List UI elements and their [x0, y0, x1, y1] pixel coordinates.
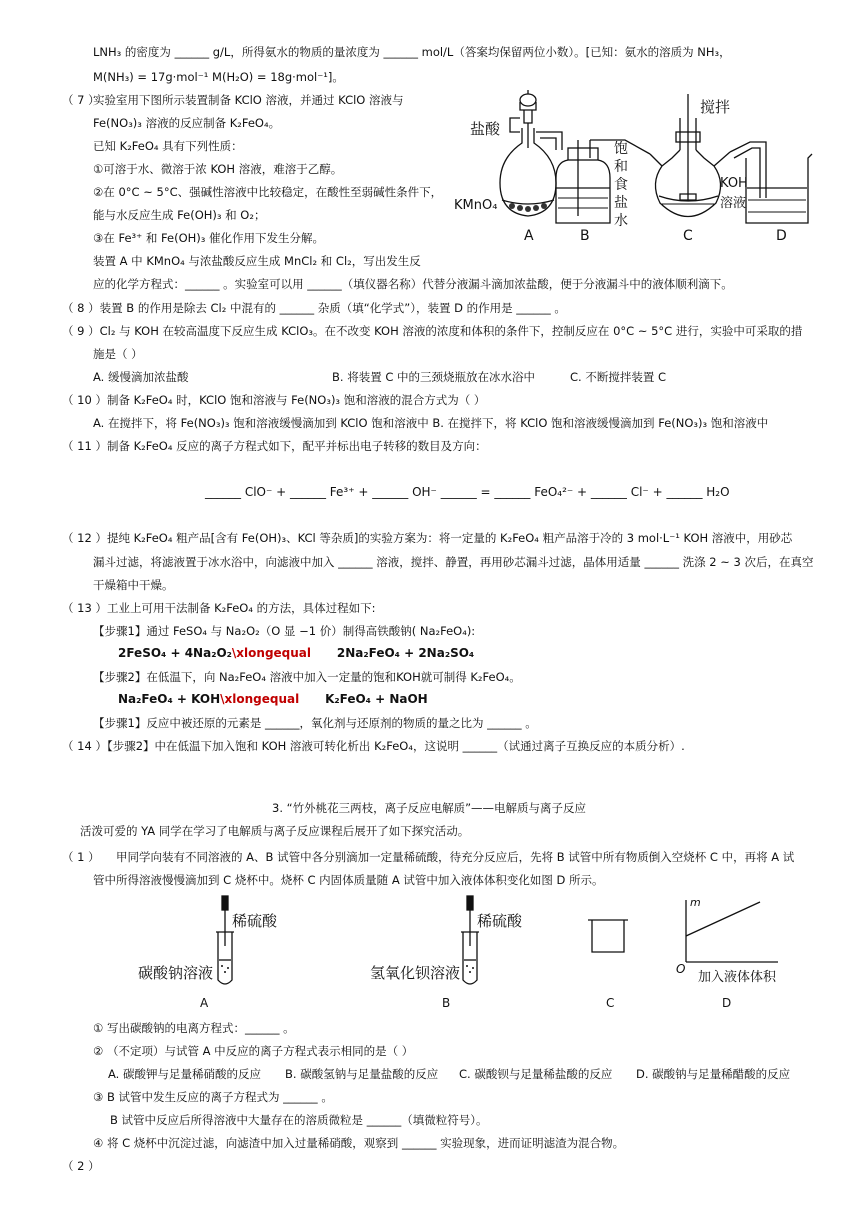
text-line: 【步骤1】反应中被还原的元素是 ______，氧化剂与还原剂的物质的量之比为 ______ 。: [93, 716, 537, 730]
label-kmno4: KMnO₄: [454, 198, 498, 213]
question-number: （ 2 ）: [62, 1159, 100, 1173]
equation-step2: [118, 692, 428, 706]
label-barium-hydroxide: 氢氧化钡溶液: [370, 964, 461, 982]
text-line: 干燥箱中干燥。: [93, 578, 174, 592]
text-line: ③在 Fe³⁺ 和 Fe(OH)₃ 催化作用下发生分解。: [93, 231, 325, 245]
option: B. 将装置 C 中的三颈烧瓶放在冰水浴中: [332, 370, 536, 384]
text-line: ④ 将 C 烧杯中沉淀过滤，向滤渣中加入过量稀硝酸，观察到 ______ 实验现象，进而证明滤渣为混合物。: [93, 1136, 625, 1150]
eq-left: Na₂FeO₄ + KOH: [118, 692, 221, 706]
text-line: 装置 A 中 KMnO₄ 与浓盐酸反应生成 MnCl₂ 和 Cl₂，写出发生反: [93, 254, 421, 268]
text-line: LNH₃ 的密度为 ______ g/L，所得氨水的物质的量浓度为 ______ mol/L（答案均保留两位小数）。[已知：氨水的溶质为 NH₃，: [93, 45, 731, 59]
label-koh-solution: 溶液: [720, 196, 747, 211]
label-a: A: [200, 996, 209, 1010]
label-c: C: [683, 228, 693, 244]
apparatus-figure: [450, 88, 825, 248]
text-line: 能与水反应生成 Fe(OH)₃ 和 O₂；: [93, 208, 266, 222]
text-line: ① 写出碳酸钠的电离方程式：______ 。: [93, 1021, 295, 1035]
text-line: 【步骤2】在低温下，向 Na₂FeO₄ 溶液中加入一定量的饱和KOH就可制得 K₂FeO₄。: [93, 670, 521, 684]
label-sodium-carbonate: 碳酸钠溶液: [138, 964, 214, 982]
equation-step1: [118, 646, 474, 660]
option: B. 碳酸氢钠与足量盐酸的反应: [285, 1067, 439, 1081]
text-line: ② （不定项）与试管 A 中反应的离子方程式表示相同的是（ ）: [93, 1044, 414, 1058]
brine-char: 盐: [614, 195, 628, 211]
text-line: 施是（ ）: [93, 347, 143, 361]
label-dilute-sulfuric-acid-a: 稀硫酸: [232, 912, 278, 930]
text-line: ①可溶于水、微溶于浓 KOH 溶液，难溶于乙醇。: [93, 162, 343, 176]
text-line: 漏斗过滤，将滤液置于冰水浴中，向滤液中加入 ______ 溶液，搅拌、静置，再用砂芯漏斗过滤，晶体用适量 ______ 洗涤 2 ~ 3 次后，在真空: [93, 555, 814, 569]
label-d: D: [722, 996, 732, 1010]
text-line: Fe(NO₃)₃ 溶液的反应制备 K₂FeO₄。: [93, 116, 281, 130]
brine-char: 和: [614, 159, 628, 175]
text-line: （ 14 ）【步骤2】中在低温下加入饱和 KOH 溶液可转化析出 K₂FeO₄，这说明 ______（试通过离子互换反应的本质分析）.: [62, 739, 685, 753]
text-line: （ 8 ）装置 B 的作用是除去 Cl₂ 中混有的 ______ 杂质（填“化学式”），装置 D 的作用是 ______ 。: [62, 301, 566, 315]
label-a: A: [524, 228, 534, 244]
option: C. 碳酸钡与足量稀盐酸的反应: [459, 1067, 613, 1081]
label-stir: 搅拌: [700, 98, 731, 116]
text-line: M(NH₃) = 17g·mol⁻¹ M(H₂O) = 18g·mol⁻¹]。: [93, 70, 344, 84]
test-tube-figure: [130, 892, 790, 1014]
text-line: B 试管中反应后所得溶液中大量存在的溶质微粒是 ______（填微粒符号）。: [110, 1113, 488, 1127]
text-line: （ 11 ）制备 K₂FeO₄ 反应的离子方程式如下，配平并标出电子转移的数目及方向：: [62, 439, 487, 453]
label-m: m: [690, 896, 701, 909]
text-line: 实验室用下图所示装置制备 KClO 溶液，并通过 KClO 溶液与: [93, 93, 404, 107]
question-number: （ 7 ）: [62, 93, 100, 107]
eq-macro: \xlongequal: [220, 692, 300, 706]
label-saturated-brine: [614, 140, 630, 230]
option: A. 缓慢滴加浓盐酸: [93, 370, 189, 384]
eq-left: 2FeSO₄ + 4Na₂O₂: [118, 646, 232, 660]
text-line: ③ B 试管中发生反应的离子方程式为 ______ 。: [93, 1090, 333, 1104]
brine-char: 水: [614, 213, 628, 229]
label-hydrochloric-acid: 盐酸: [470, 120, 501, 138]
text-line: 已知 K₂FeO₄ 具有下列性质：: [93, 139, 243, 153]
option: A. 碳酸钾与足量稀硝酸的反应: [108, 1067, 261, 1081]
label-b: B: [580, 228, 590, 244]
text-line: （ 12 ）提纯 K₂FeO₄ 粗产品[含有 Fe(OH)₃、KCl 等杂质]的实验方案为：将一定量的 K₂FeO₄ 粗产品溶于冷的 3 mol·L⁻¹ KOH 溶液中，用砂芯: [62, 531, 793, 545]
eq-macro: \xlongequal: [231, 646, 312, 660]
test-tube-drawing: [130, 892, 790, 1014]
section-title: 3. “竹外桃花三两枝，离子反应电解质”——电解质与离子反应: [272, 801, 587, 815]
text-line: （ 9 ）Cl₂ 与 KOH 在较高温度下反应生成 KClO₃。在不改变 KOH 溶液的浓度和体积的条件下，控制反应在 0°C ~ 5°C 进行，实验中可采取的措: [62, 324, 803, 338]
brine-char: 食: [614, 177, 628, 193]
eq-right: K₂FeO₄ + NaOH: [325, 692, 428, 706]
label-x-axis: 加入液体体积: [698, 970, 777, 985]
question-number: （ 1 ）: [62, 850, 100, 864]
apparatus-drawing: [450, 88, 825, 248]
option: D. 碳酸钠与足量稀醋酸的反应: [636, 1067, 791, 1081]
text-line: 应的化学方程式：______ 。实验室可以用 ______（填仪器名称）代替分液漏斗滴加浓盐酸，便于分液漏斗中的液体顺利滴下。: [93, 277, 733, 291]
text-line: ②在 0°C ~ 5°C、强碱性溶液中比较稳定，在酸性至弱碱性条件下，: [93, 185, 443, 199]
text-line: （ 10 ）制备 K₂FeO₄ 时，KClO 饱和溶液与 Fe(NO₃)₃ 饱和溶液的混合方式为（ ）: [62, 393, 486, 407]
label-b: B: [442, 996, 451, 1010]
label-d: D: [776, 228, 787, 244]
eq-right: 2Na₂FeO₄ + 2Na₂SO₄: [336, 646, 475, 660]
text-line: 管中所得溶液慢慢滴加到 C 烧杯中。烧杯 C 内固体质量随 A 试管中加入液体体积变化如图 D 所示。: [93, 873, 604, 887]
text-line: 甲同学向装有不同溶液的 A、B 试管中各分别滴加一定量稀硫酸，待充分反应后，先将 B 试管中所有物质倒入空烧杯 C 中，再将 A 试: [116, 850, 795, 864]
option: C. 不断搅拌装置 C: [570, 370, 667, 384]
brine-char: 饱: [614, 141, 628, 157]
label-dilute-sulfuric-acid-b: 稀硫酸: [477, 912, 523, 930]
text-line: 活泼可爱的 YA 同学在学习了电解质与离子反应课程后展开了如下探究活动。: [80, 824, 470, 838]
label-koh: KOH: [720, 176, 748, 191]
text-line: A. 在搅拌下，将 Fe(NO₃)₃ 饱和溶液缓慢滴加到 KClO 饱和溶液中 B. 在搅拌下，将 KClO 饱和溶液缓慢滴加到 Fe(NO₃)₃ 饱和溶液中: [93, 416, 769, 430]
text-line: （ 13 ）工业上可用干法制备 K₂FeO₄ 的方法，具体过程如下:: [62, 601, 376, 615]
label-c: C: [606, 996, 615, 1010]
ion-equation: ______ ClO⁻ + ______ Fe³⁺ + ______ OH⁻ ______ = ______ FeO₄²⁻ + ______ Cl⁻ + ______ H₂O: [205, 485, 730, 499]
text-line: 【步骤1】通过 FeSO₄ 与 Na₂O₂（O 显 −1 价）制得高铁酸钠( Na₂FeO₄):: [93, 624, 476, 638]
label-origin: O: [676, 962, 686, 976]
